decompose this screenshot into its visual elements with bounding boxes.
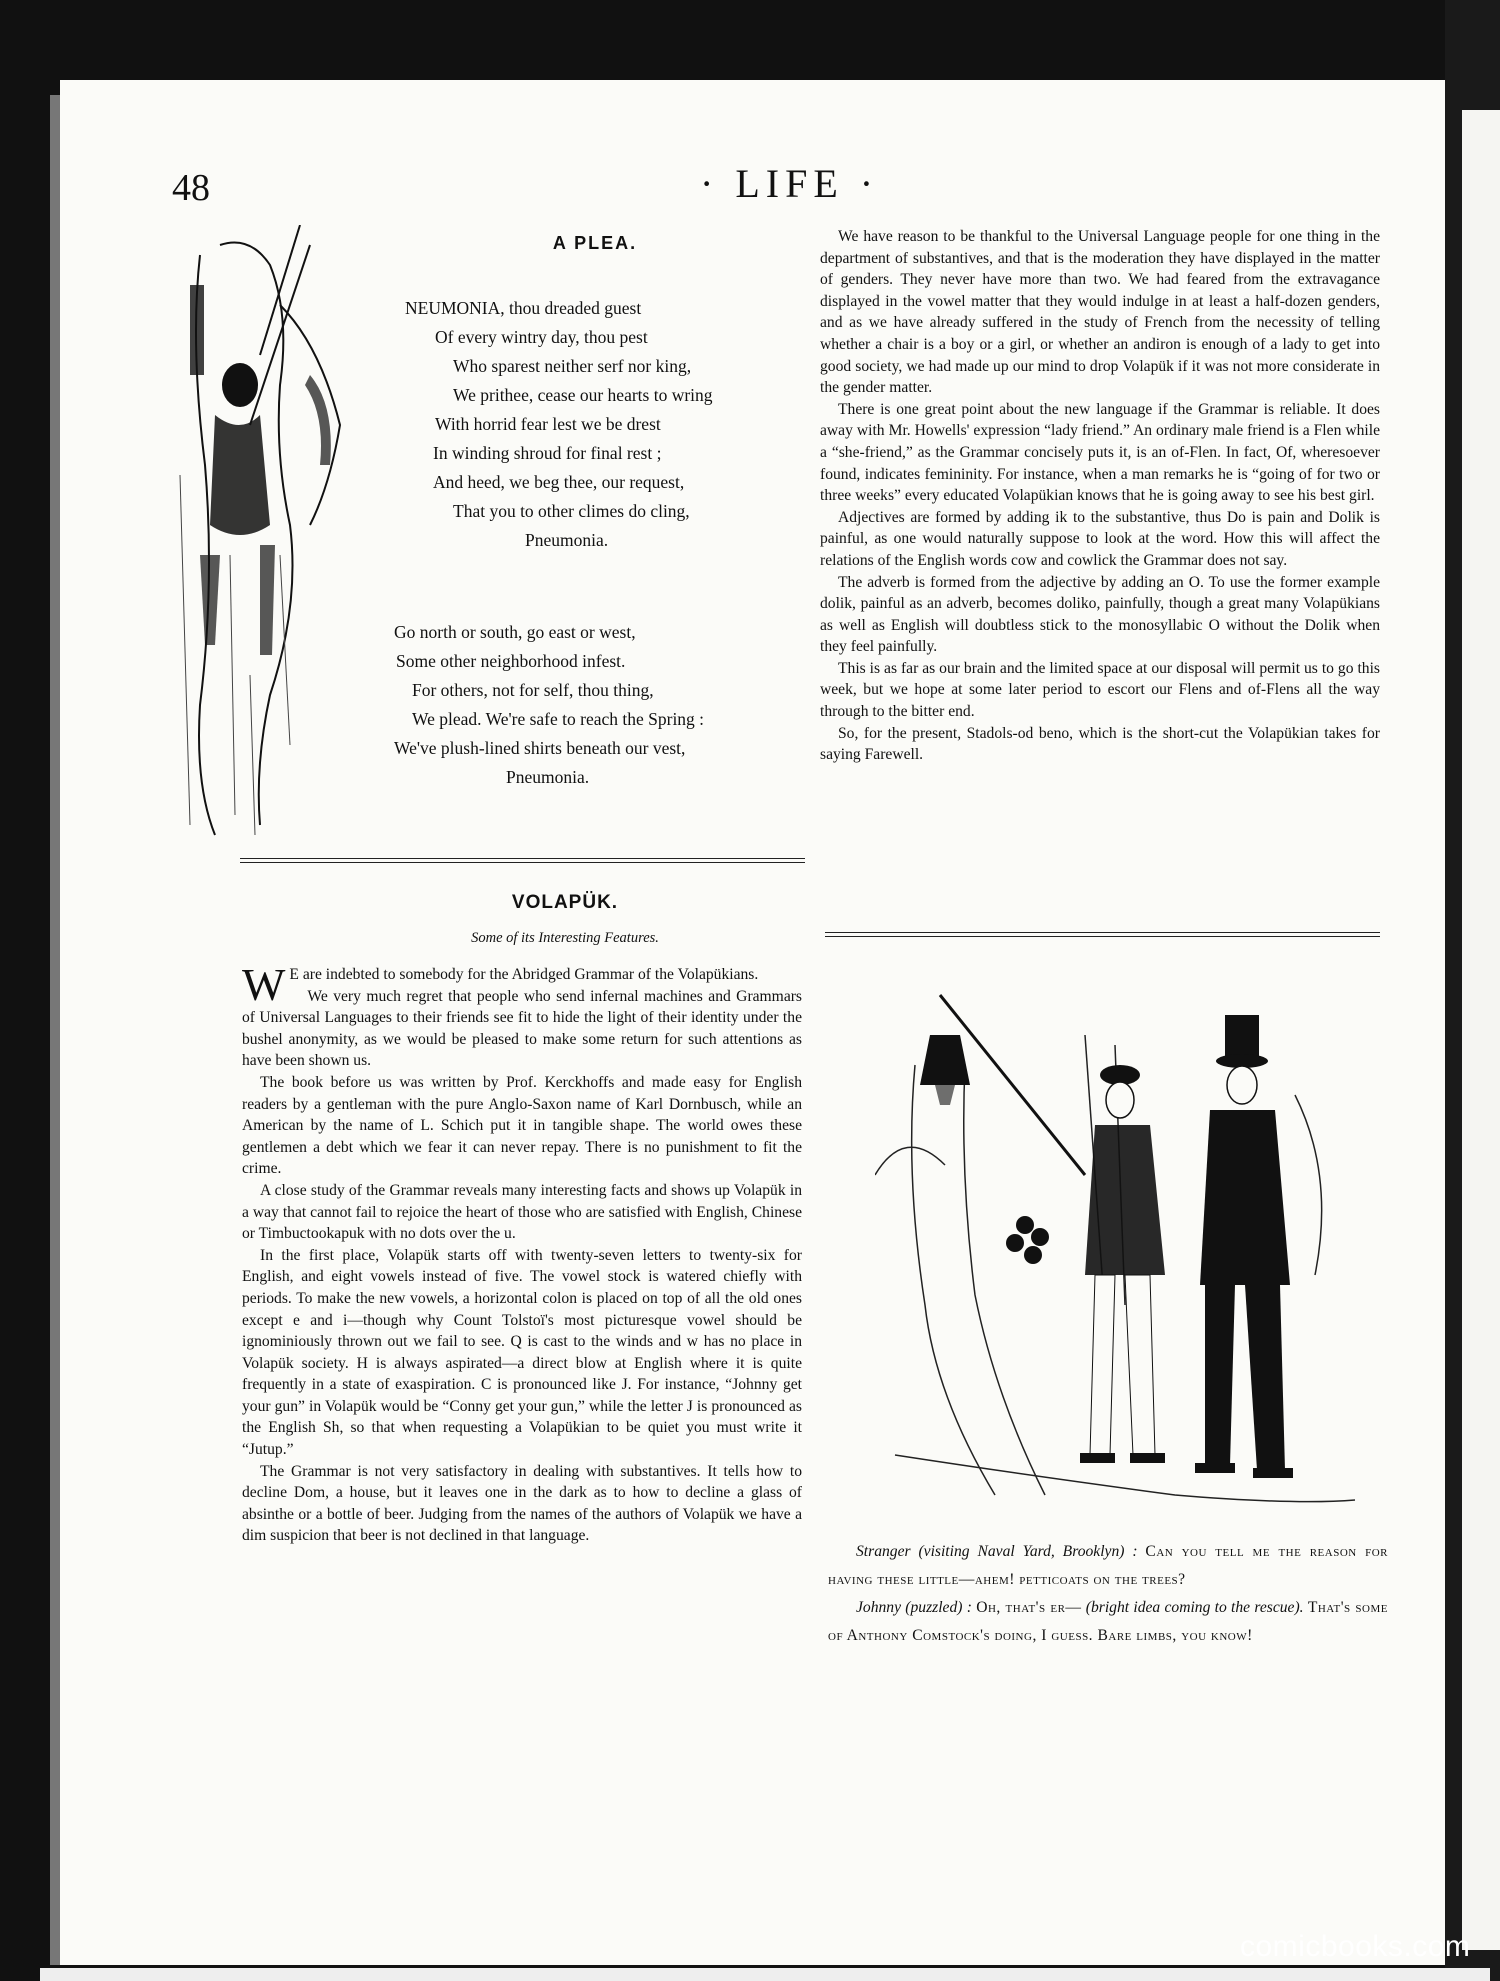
- paragraph: This is as far as our brain and the limited space at our disposal will permit us to go this week, but we hope at some later period to escort our Flens and of-Flens all the way through to the bitter end.: [820, 659, 1380, 721]
- caption-speaker: Stranger (visiting Naval Yard, Brooklyn) :: [856, 1543, 1138, 1560]
- poem-line: With horrid fear lest we be drest: [435, 414, 661, 434]
- plea-stanza-1: [395, 294, 815, 555]
- poem-line: In winding shroud for final rest ;: [433, 443, 662, 463]
- paragraph: There is one great point about the new language if the Grammar is reliable. It does away with Mr. Howells' expression “lady friend.” An ordinary male friend is a Flen while a “she-friend,” as the Grammar concisely puts it, is an of-Flen. In fact, Of, wheresoever found, indicates femininity. For instance, when a man remarks he is “going of for two or three weeks” every educated Volapükian knows that he is going away to see his best girl.: [820, 400, 1380, 505]
- first-paragraph: [242, 959, 802, 1010]
- paragraph: The Grammar is not very satisfactory in dealing with substantives. It tells how to decline Dom, a house, but it leaves one in the dark as to how to decline a glass of absinthe or a bottle of beer. Judging from the names of the authors of Volapük we have a dim suspicion that beer is not declined in that language.: [242, 1462, 802, 1545]
- section-divider: [825, 932, 1380, 937]
- paragraph: We have reason to be thankful to the Universal Language people for one thing in the department of substantives, and that is the moderation they have displayed in the matter of genders. They never have more than two. We had feared from the extravagance displayed in the vowel matter that they would indulge in at least a half-dozen genders, and as we have already suffered in the study of French from the necessity of telling whether a chair is a boy or a girl, or whether an andiron is enough of a lady to get into good society, we had made up our mind to drop Volapük if it was not more considerate in the gender matter.: [820, 228, 1380, 397]
- poem-line: That you to other climes do cling,: [453, 501, 690, 521]
- paragraph: We very much regret that people who send infernal machines and Grammars of Universal Languages to their friends see fit to hide the light of their identity under the bushel anonymity, as we would be pleased to make some return for such attentions as have been shown us.: [242, 987, 802, 1070]
- plea-title: A PLEA.: [552, 233, 638, 253]
- skeleton-figure-illustration: [160, 225, 410, 845]
- caption-text: That's some of Anthony Comstock's doing, I guess. Bare limbs, you know!: [828, 1599, 1388, 1644]
- masthead-title: · LIFE ·: [700, 161, 880, 206]
- next-page-strip: [1462, 110, 1500, 1950]
- drop-cap: W: [242, 959, 286, 1010]
- poem-line: Of every wintry day, thou pest: [435, 327, 648, 347]
- poem-line: Some other neighborhood infest.: [396, 651, 626, 671]
- scan-border-top: [0, 0, 1500, 80]
- poem-line: And heed, we beg thee, our request,: [433, 472, 685, 492]
- page-number: 48: [172, 167, 210, 209]
- scan-border-bottom: [40, 1968, 1490, 1981]
- paragraph: The book before us was written by Prof. Kerckhoffs and made easy for English readers by a gentleman with the pure Anglo-Saxon name of Karl Dornbusch, while an American by the name of L. Schich put it in tangible shape. The world owes these gentlemen a debt which we fear it can never repay. There is no punishment to fit the crime.: [242, 1073, 802, 1178]
- poem-line: Go north or south, go east or west,: [394, 622, 636, 642]
- caption-speaker: Johnny (puzzled) :: [856, 1599, 972, 1616]
- watermark: comicbooks.com: [1240, 1930, 1471, 1963]
- caption-text: Can you tell me the reason for having these little—ahem! petticoats on the trees?: [828, 1543, 1388, 1588]
- first-paragraph-text: E are indebted to somebody for the Abridged Grammar of the Volapükians.: [289, 966, 759, 983]
- caption-aside: (bright idea coming to the rescue).: [1085, 1599, 1304, 1616]
- poem-line: For others, not for self, thou thing,: [412, 680, 654, 700]
- poem-line: We plead. We're safe to reach the Spring :: [412, 709, 705, 729]
- poem-line: Pneumonia.: [525, 530, 609, 550]
- caption-text: Oh, that's er—: [976, 1599, 1082, 1616]
- paragraph: The adverb is formed from the adjective by adding an O. To use the former example dolik, painful as an adverb, becomes doliko, painfully, though a great many Volapükians as well as English will doubtless stick to the monosyllabic O without the Dolik when they feel painfully.: [820, 573, 1380, 656]
- poem-line: NEUMONIA, thou dreaded guest: [405, 298, 642, 318]
- paragraph: In the first place, Volapük starts off with twenty-seven letters to twenty-six for English, and eight vowels instead of five. The vowel stock is watered chiefly with periods. To make the new vowels, a horizontal colon is placed on top of all the old ones except e and i—though why Count Tolstoï's most picturesque vowel should be ignominiously thrown out we fail to see. Q is cast to the winds and w has no place in Volapük society. H is always aspirated—a direct blow at English where it is quite frequently in a state of exaspiration. C is pronounced like J. For instance, “Johnny get your gun” in Volapük would be “Conny get your gun,” while the letter J is pronounced as the English Sh, so that when requesting a Volapükian to be quiet you must write it “Jutup.”: [242, 1246, 802, 1459]
- caption-stranger: [828, 1538, 1388, 1594]
- poem-line: We've plush-lined shirts beneath our vest,: [394, 738, 686, 758]
- right-column-text: [820, 226, 1380, 766]
- poem-line: Who sparest neither serf nor king,: [453, 356, 692, 376]
- two-gentlemen-tree-illustration: [875, 975, 1375, 1515]
- section-divider: [240, 858, 805, 863]
- paragraph: A close study of the Grammar reveals many interesting facts and shows up Volapük in a way that cannot fail to rejoice the heart of those who are satisfied with English, Chinese or Timbuctookapuk with no dots over the u.: [242, 1181, 802, 1243]
- cartoon-caption: [828, 1538, 1388, 1650]
- volapuk-subtitle: Some of its Interesting Features.: [471, 930, 659, 946]
- volapuk-title: VOLAPÜK.: [511, 892, 619, 913]
- plea-stanza-2: [394, 618, 814, 792]
- poem-line: Pneumonia.: [506, 767, 590, 787]
- poem-line: We prithee, cease our hearts to wring: [453, 385, 713, 405]
- caption-johnny: [828, 1594, 1388, 1650]
- paragraph: Adjectives are formed by adding ik to the substantive, thus Do is pain and Dolik is painful, as one would naturally suppose to look at the word. How this will affect the relations of the English words cow and cowlick the Grammar does not say.: [820, 508, 1380, 569]
- paragraph: So, for the present, Stadols-od beno, which is the short-cut the Volapükian takes for saying Farewell.: [820, 724, 1380, 764]
- volapuk-article-text: [242, 959, 802, 1547]
